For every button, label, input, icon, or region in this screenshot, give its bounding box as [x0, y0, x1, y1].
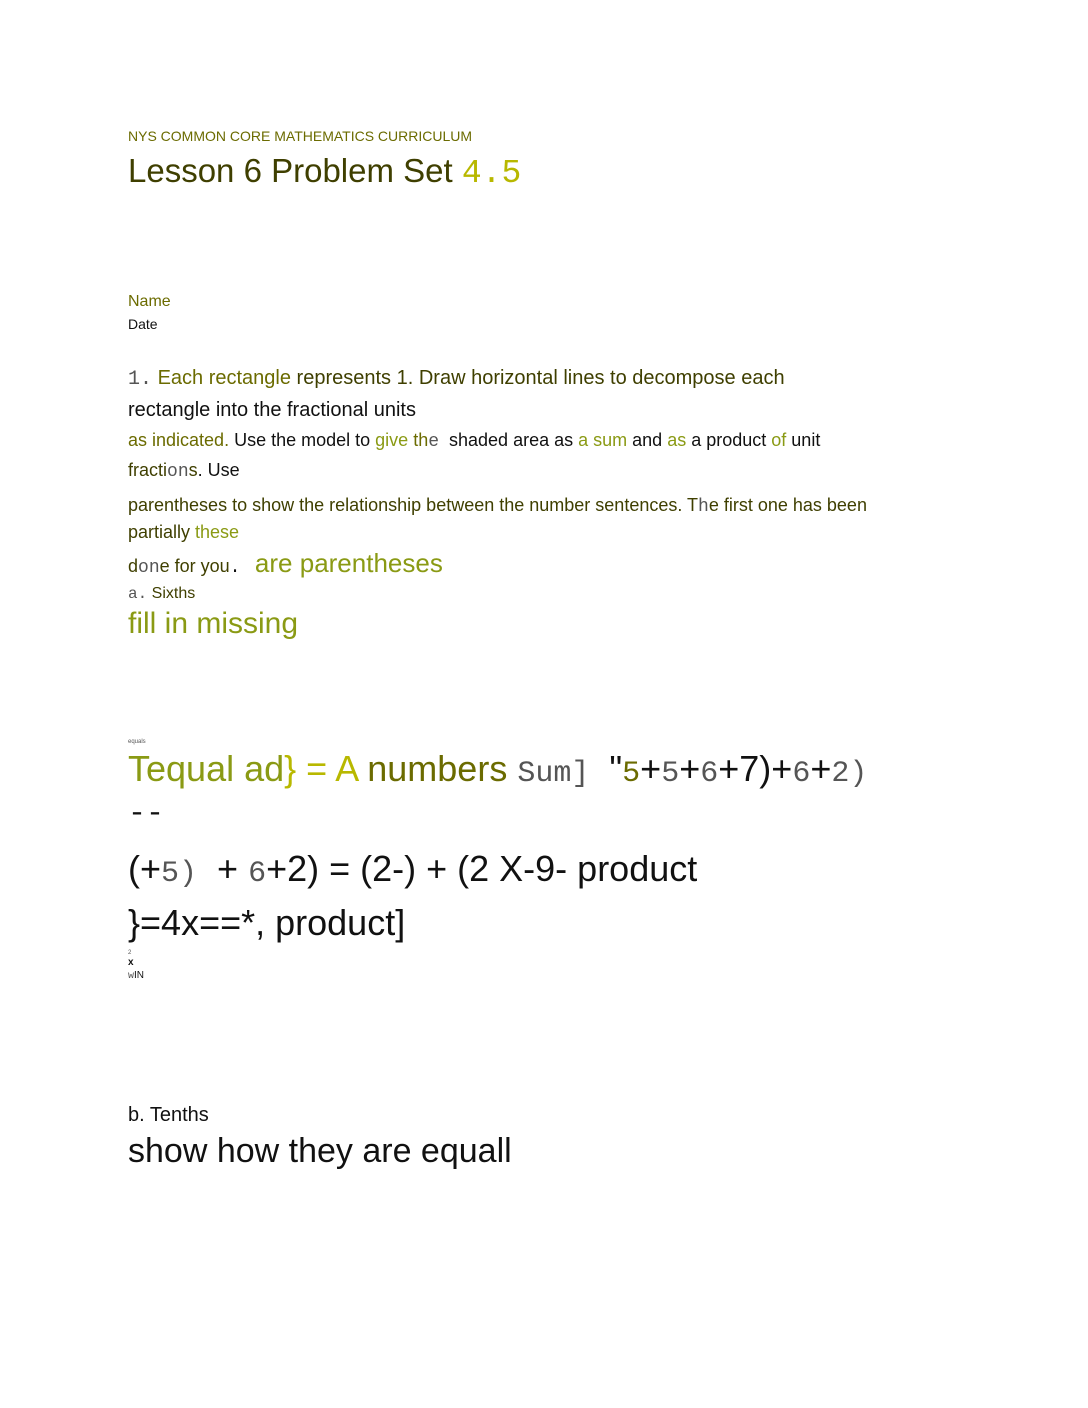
p7-c: e for you	[159, 556, 230, 576]
p4-d: . Use	[197, 460, 240, 480]
eq1-i: 5	[661, 757, 680, 791]
p3-e: e	[428, 432, 440, 452]
problem1-line1	[128, 367, 785, 391]
p6-b: these	[195, 522, 240, 542]
p3-b: Use the model to	[234, 430, 376, 450]
p3-k: of	[771, 430, 787, 450]
small-note-3	[128, 970, 144, 982]
p3-i: as	[667, 430, 687, 450]
part-b-handwriting: show how they are equall	[128, 1132, 512, 1170]
p3-a: as indicated.	[128, 430, 235, 450]
eq1-h: +	[640, 748, 662, 789]
eq1-o: 2)	[831, 757, 868, 791]
p5-b: T	[687, 495, 699, 515]
p3-c: give	[375, 430, 409, 450]
eq2-e: +2) = (2-) + (2 X-9- product	[266, 848, 698, 889]
eq2-b: 5)	[161, 857, 198, 891]
p7-b: on	[138, 558, 160, 578]
tiny-word: equals	[128, 739, 146, 745]
eq2-c: +	[197, 848, 249, 889]
eq2-d: 6	[248, 857, 267, 891]
p5-a: parentheses to show the relationship between the number sentences.	[128, 495, 688, 515]
eq1-c: = A	[296, 748, 358, 789]
p1-rest: represents 1. Draw horizontal lines to decompose each	[291, 367, 785, 389]
p3-g: a sum	[578, 430, 628, 450]
eq1-e: Sum]	[517, 757, 590, 791]
eq1-n: +	[810, 748, 832, 789]
eq1-a: Tequal ad	[128, 748, 285, 789]
curriculum-header: NYS COMMON CORE MATHEMATICS CURRICULUM	[128, 128, 473, 144]
part-a-handwriting: fill in missing	[128, 607, 299, 640]
equation-line-3: }=4x==*, product]	[128, 902, 406, 943]
eq1-l: +7)+	[718, 748, 793, 789]
p3-d: th	[408, 430, 429, 450]
small-3-b: IN	[134, 970, 145, 981]
page-title	[128, 152, 521, 192]
part-a-letter: a.	[128, 585, 148, 603]
eq2-a: (+	[128, 848, 162, 889]
p5-c: h	[698, 497, 709, 517]
p7-e: are parentheses	[240, 548, 443, 578]
p6-a: partially	[128, 522, 196, 542]
title-grade: 4.5	[461, 155, 522, 192]
p3-h: and	[627, 430, 668, 450]
p1-colored: Each rectangle	[152, 367, 291, 389]
p3-l: unit	[786, 430, 821, 450]
problem1-line7	[128, 548, 443, 579]
problem1-line2: rectangle into the fractional units	[128, 399, 416, 421]
small-3-a: w	[128, 971, 135, 982]
problem1-line5	[128, 495, 867, 517]
p3-j: a product	[686, 430, 772, 450]
p7-d: .	[229, 558, 241, 578]
p4-a: fracti	[128, 460, 168, 480]
problem1-line6	[128, 522, 239, 543]
eq1-f: "	[589, 748, 623, 789]
p4-b: on	[167, 462, 189, 482]
date-label: Date	[128, 316, 158, 332]
small-note-2: x	[128, 957, 134, 968]
eq1-m: 6	[792, 757, 811, 791]
eq1-g: 5	[622, 757, 641, 791]
problem1-line3	[128, 430, 820, 452]
eq1-j: +	[679, 748, 701, 789]
p5-d: e first one has been	[708, 495, 867, 515]
problem1-line4	[128, 460, 240, 482]
name-label: Name	[128, 293, 171, 310]
title-main: Lesson 6 Problem Set	[128, 152, 462, 189]
equation-line-1	[128, 748, 867, 791]
problem-number: 1.	[128, 368, 153, 391]
part-a-text: Sixths	[147, 585, 196, 602]
small-note-1: 2	[128, 950, 132, 956]
equation-line-2	[128, 848, 697, 891]
eq1-b: }	[284, 748, 297, 789]
p7-a: d	[128, 556, 139, 576]
eq1-k: 6	[700, 757, 719, 791]
dashes: --	[128, 797, 165, 831]
part-a-label	[128, 585, 195, 603]
eq1-d: numbers	[357, 748, 518, 789]
p4-c: s	[188, 460, 198, 480]
part-b-label: b. Tenths	[128, 1104, 209, 1126]
p3-f: shaded area as	[439, 430, 579, 450]
